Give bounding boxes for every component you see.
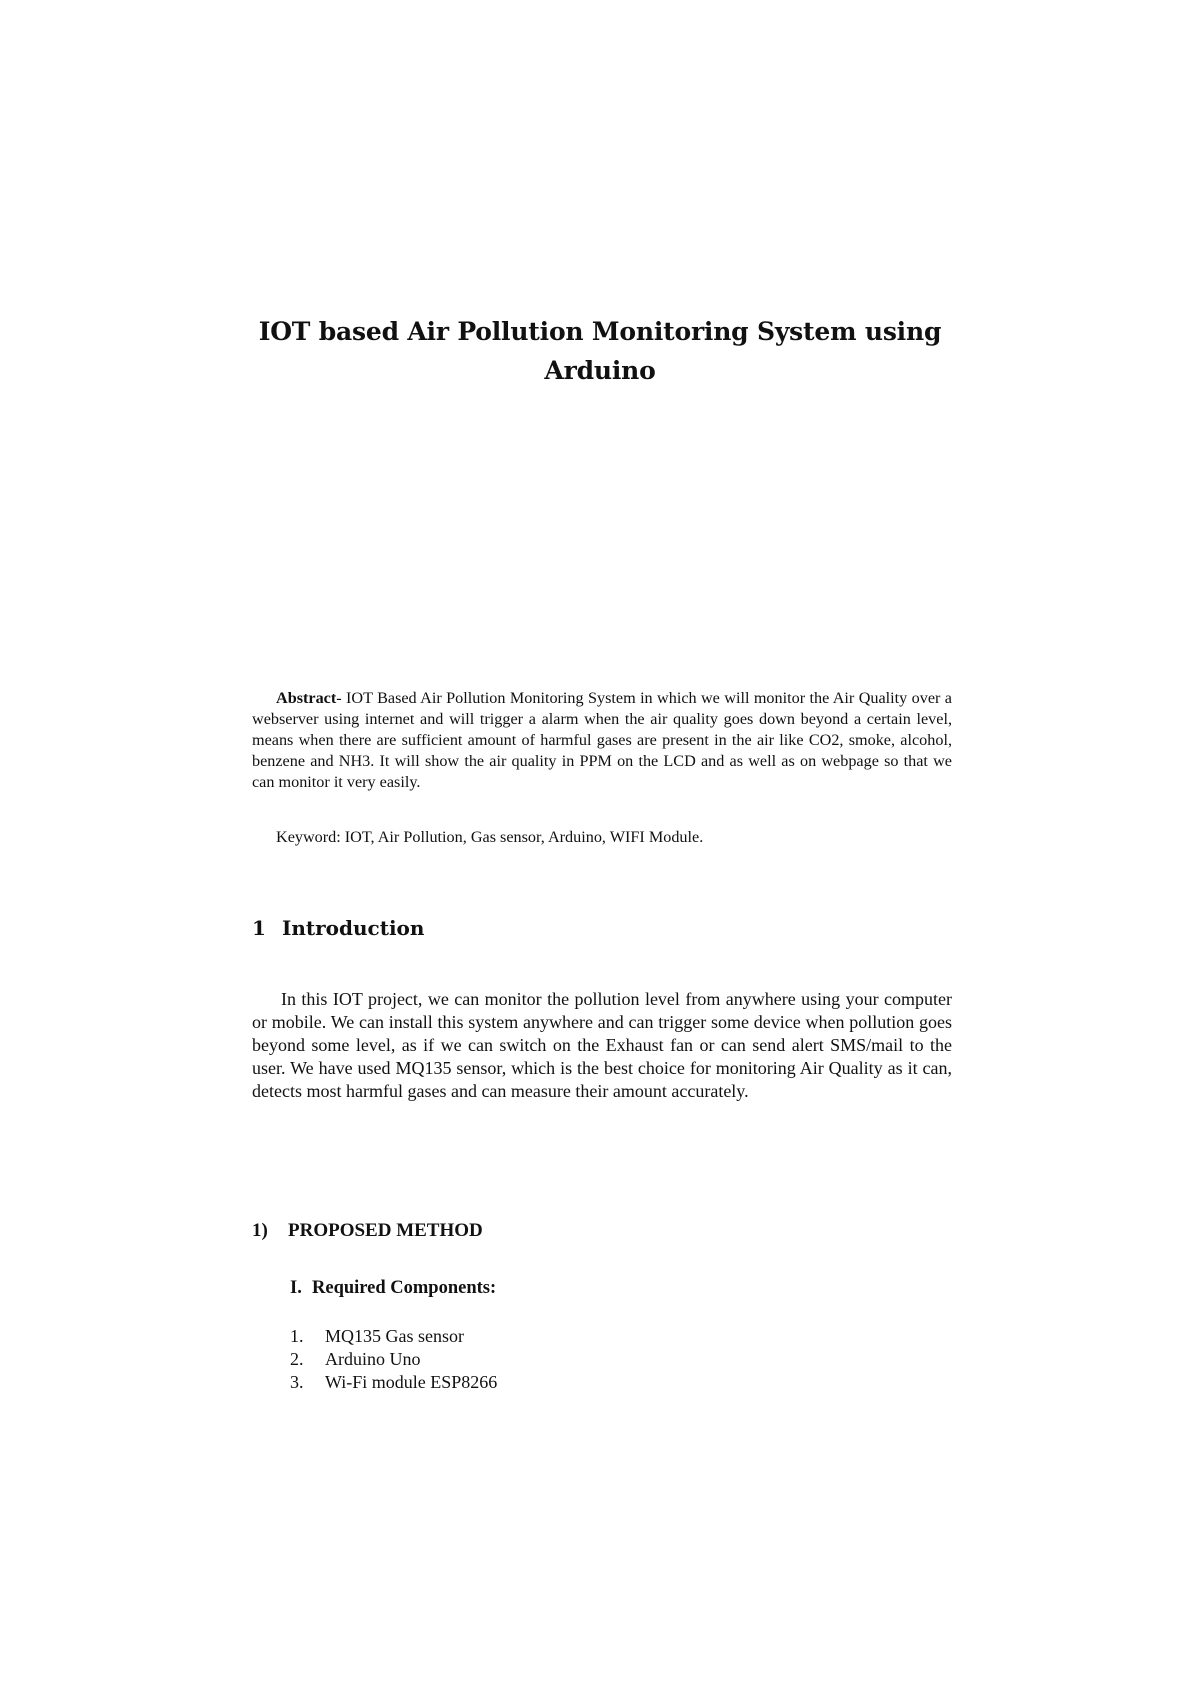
section-number: 1 [252,916,266,940]
list-item-number: 1. [290,1326,304,1346]
section-title: Introduction [282,916,425,940]
section-heading-proposed-method [252,1218,483,1244]
section-number: 1) [252,1220,268,1241]
list-item-text: MQ135 Gas sensor [325,1326,464,1346]
subsection-title: Required Components: [312,1278,497,1298]
list-item [290,1348,497,1371]
abstract-paragraph [252,688,952,793]
paper-title: IOT based Air Pollution Monitoring System using Arduino [258,317,942,385]
list-item-text: Wi-Fi module ESP8266 [325,1372,498,1392]
introduction-paragraph: In this IOT project, we can monitor the pollution level from anywhere using your computer or mobile. We can install this system anywhere and can trigger some device when pollution goes beyond some level, as if we can switch on the Exhaust fan or can send alert SMS/mail to the user. We have used MQ135 sensor, which is the best choice for monitoring Air Quality as it can, detects most harmful gases and can measure their amount accurately. [252,989,952,1101]
subsection-number: I. [290,1278,302,1298]
list-item-text: Arduino Uno [325,1349,421,1369]
list-item-number: 2. [290,1349,304,1369]
subsection-heading-required-components [290,1275,496,1301]
section-heading-introduction [252,914,424,942]
list-item [290,1325,497,1348]
components-list [290,1325,497,1394]
abstract-text: - IOT Based Air Pollution Monitoring System in which we will monitor the Air Quality over a webserver using internet and will trigger a alarm when the air quality goes down beyond a certain level, means when there are sufficient amount of harmful gases are present in the air like CO2, smoke, alcohol, benzene and NH3. It will show the air quality in PPM on the LCD and as well as on webpage so that we can monitor it very easily. [252,689,952,791]
keywords-line: Keyword: IOT, Air Pollution, Gas sensor, Arduino, WIFI Module. [276,828,704,846]
abstract-label: Abstract [276,689,337,707]
section-title: PROPOSED METHOD [288,1220,483,1241]
list-item-number: 3. [290,1372,304,1392]
list-item [290,1371,497,1394]
